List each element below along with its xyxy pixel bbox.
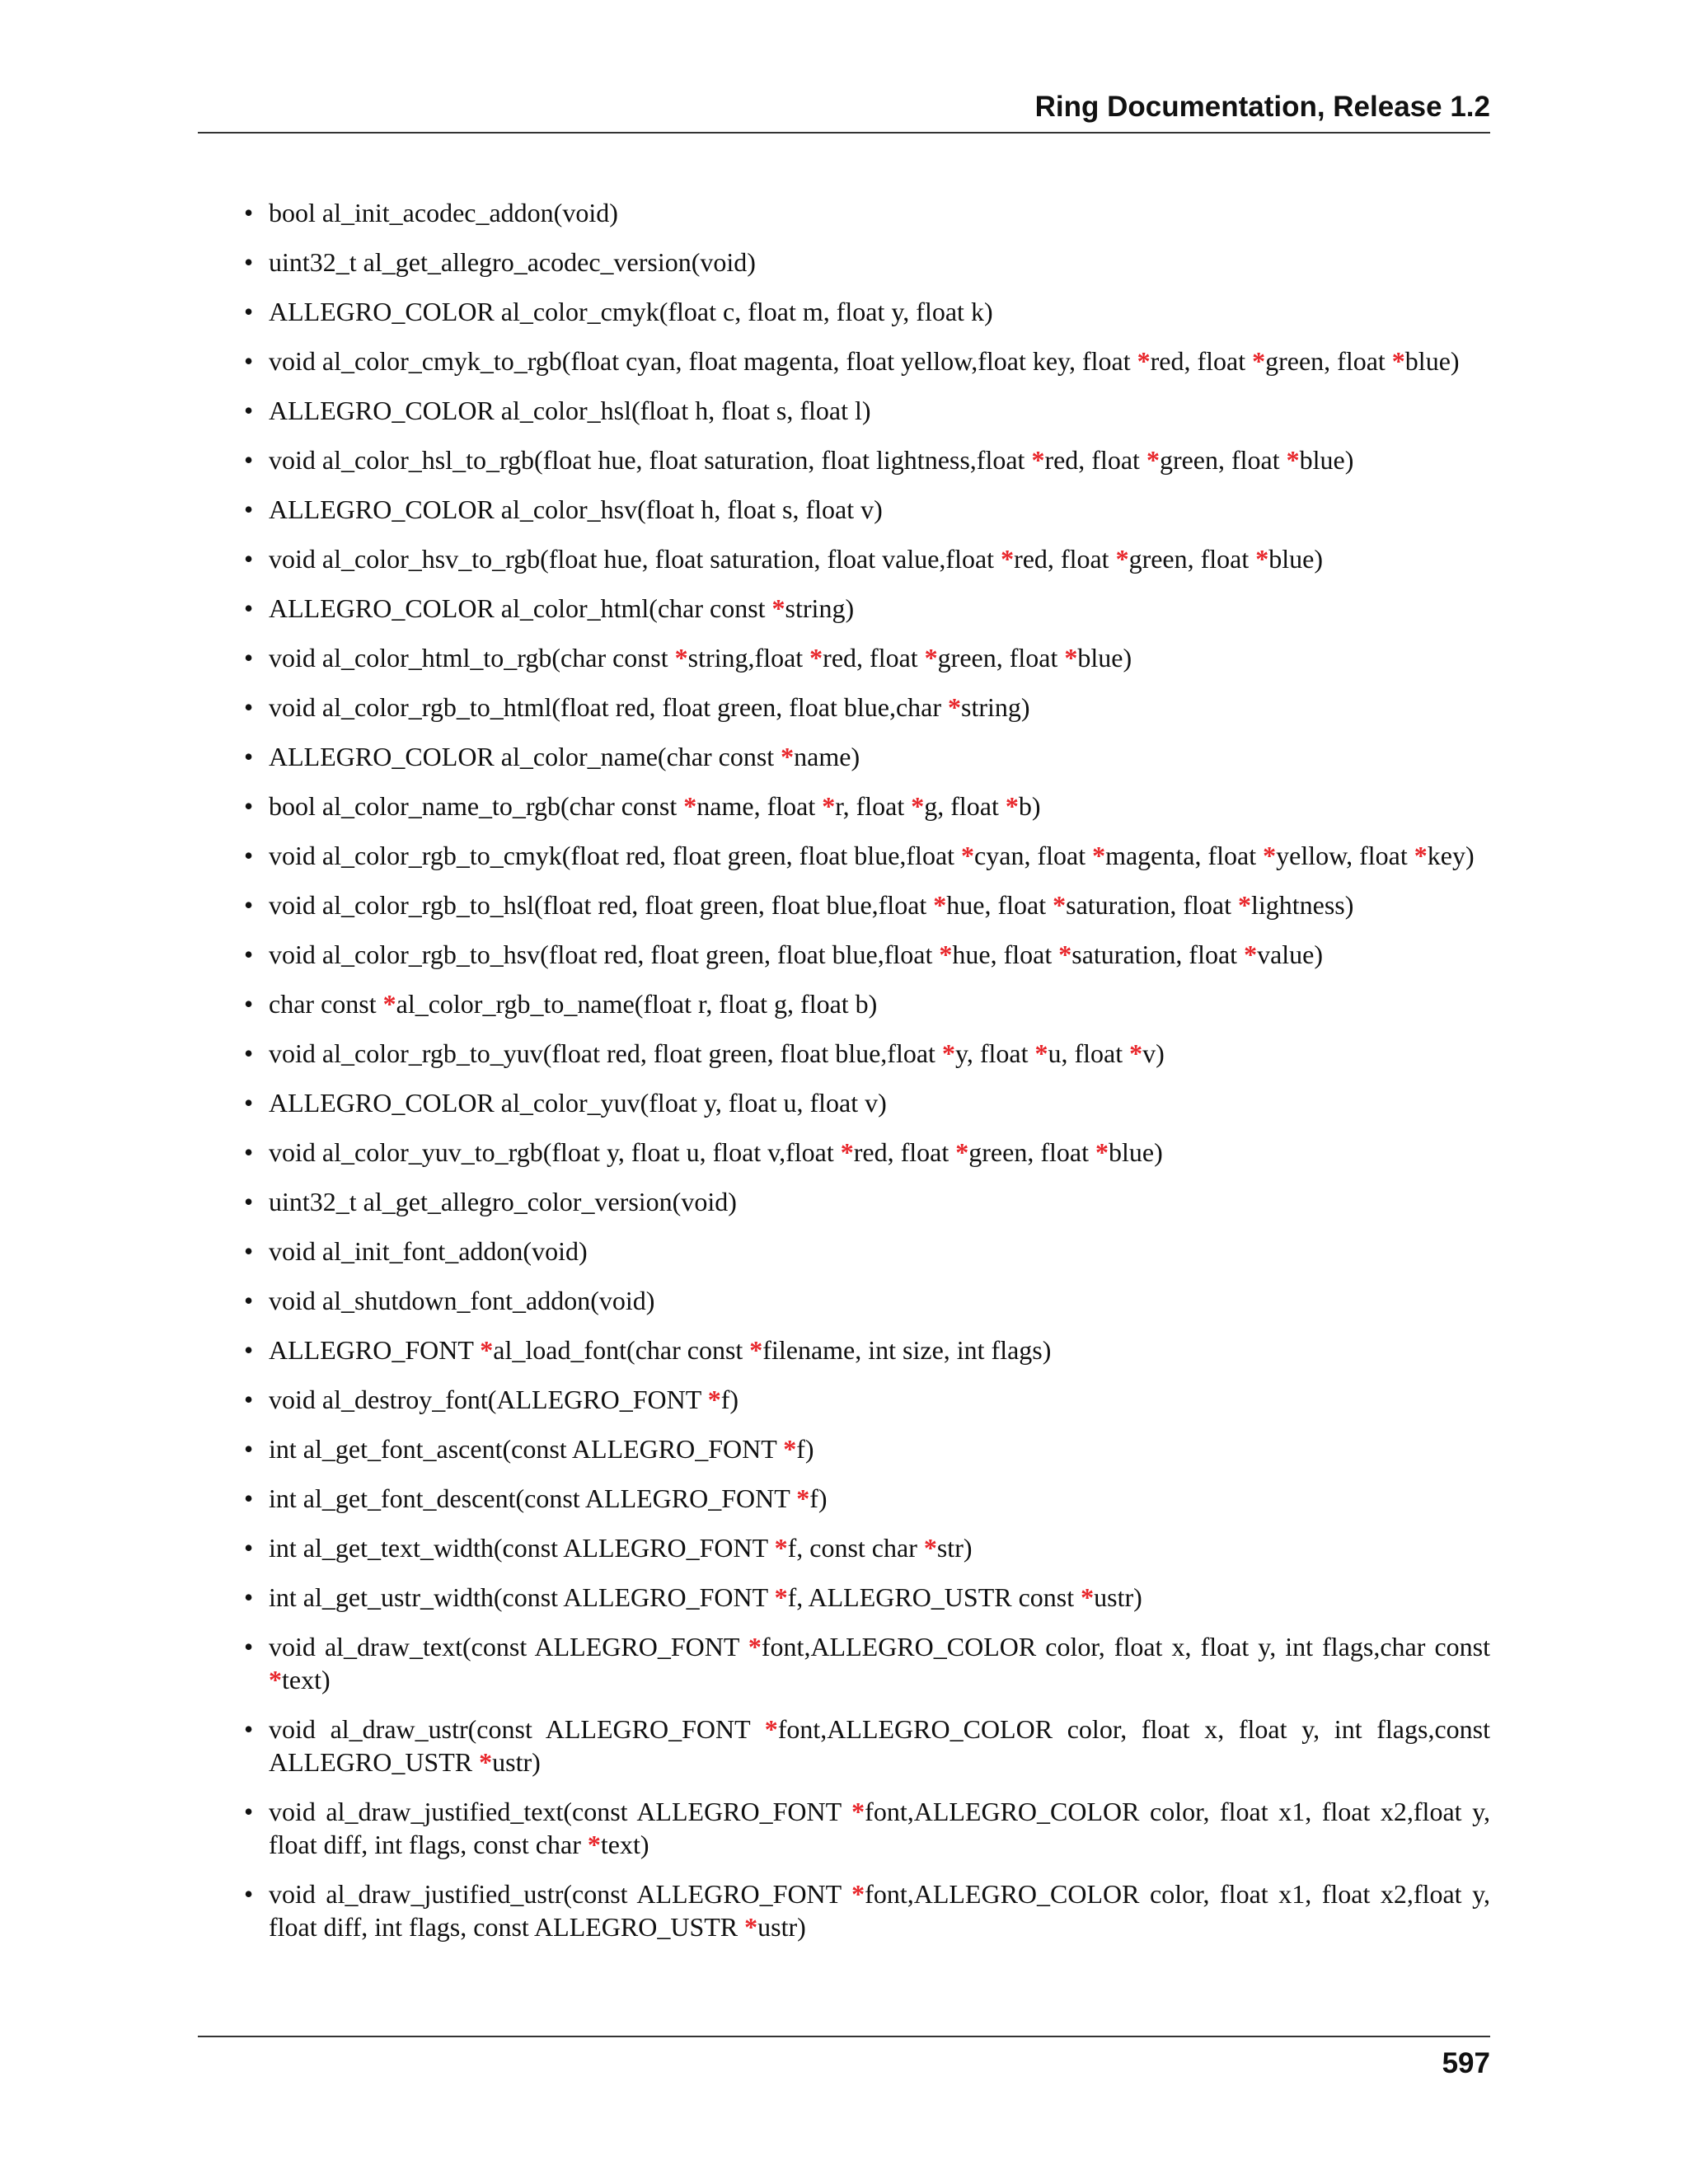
pointer-asterisk: * xyxy=(749,1335,763,1365)
list-item xyxy=(239,443,1490,476)
pointer-asterisk: * xyxy=(924,643,938,673)
list-item xyxy=(239,196,1490,229)
function-signature: int al_get_ustr_width(const ALLEGRO_FONT *f, ALLEGRO_USTR const *ustr) xyxy=(269,1582,1142,1612)
bullet-icon: • xyxy=(244,1385,254,1414)
list-item xyxy=(239,1037,1490,1070)
function-signature: void al_color_hsl_to_rgb(float hue, float saturation, float lightness,float *red, float *green, float *blue) xyxy=(269,445,1354,475)
pointer-asterisk: * xyxy=(783,1434,797,1464)
pointer-asterisk: * xyxy=(1001,544,1015,574)
bullet-icon: • xyxy=(244,247,254,277)
function-signature: ALLEGRO_FONT *al_load_font(char const *filename, int size, int flags) xyxy=(269,1335,1052,1365)
pointer-asterisk: * xyxy=(1286,445,1300,475)
pointer-asterisk: * xyxy=(269,1665,282,1694)
function-signature: ALLEGRO_COLOR al_color_name(char const *name) xyxy=(269,742,860,771)
pointer-asterisk: * xyxy=(1244,940,1258,969)
list-item xyxy=(239,542,1490,575)
list-item xyxy=(239,344,1490,377)
bullet-icon: • xyxy=(244,1088,254,1118)
bullet-icon: • xyxy=(244,643,254,673)
pointer-asterisk: * xyxy=(796,1483,810,1513)
function-signature: void al_shutdown_font_addon(void) xyxy=(269,1286,655,1315)
bullet-icon: • xyxy=(244,1286,254,1315)
function-signature: void al_destroy_font(ALLEGRO_FONT *f) xyxy=(269,1385,738,1414)
list-item xyxy=(239,1482,1490,1515)
pointer-asterisk: * xyxy=(1391,346,1405,376)
function-signature: ALLEGRO_COLOR al_color_yuv(float y, float u, float v) xyxy=(269,1088,887,1118)
pointer-asterisk: * xyxy=(1146,445,1160,475)
list-item xyxy=(239,1630,1490,1696)
pointer-asterisk: * xyxy=(939,940,953,969)
function-signature: void al_color_rgb_to_html(float red, float green, float blue,char *string) xyxy=(269,692,1030,722)
function-signature: uint32_t al_get_allegro_acodec_version(void) xyxy=(269,247,756,277)
pointer-asterisk: * xyxy=(948,692,962,722)
list-item xyxy=(239,1185,1490,1218)
pointer-asterisk: * xyxy=(822,791,836,821)
function-signature: void al_color_cmyk_to_rgb(float cyan, float magenta, float yellow,float key, float *red, float *green, float *blue) xyxy=(269,346,1460,376)
list-item xyxy=(239,1383,1490,1416)
pointer-asterisk: * xyxy=(961,841,975,870)
page-number: 597 xyxy=(1442,2047,1490,2079)
function-signature: int al_get_text_width(const ALLEGRO_FONT *f, const char *str) xyxy=(269,1533,973,1563)
pointer-asterisk: * xyxy=(1095,1137,1109,1167)
list-item xyxy=(239,790,1490,823)
function-signature: void al_draw_justified_text(const ALLEGRO_FONT *font,ALLEGRO_COLOR color, float x1, float x2,float y, float diff, int flags, const char *text) xyxy=(269,1797,1490,1859)
pointer-asterisk: * xyxy=(771,593,785,623)
pointer-asterisk: * xyxy=(1137,346,1151,376)
pointer-asterisk: * xyxy=(851,1797,865,1826)
pointer-asterisk: * xyxy=(480,1335,494,1365)
bullet-icon: • xyxy=(244,494,254,524)
list-item xyxy=(239,1086,1490,1119)
function-signature: ALLEGRO_COLOR al_color_hsv(float h, float s, float v) xyxy=(269,494,883,524)
bullet-icon: • xyxy=(244,1038,254,1068)
pointer-asterisk: * xyxy=(774,1582,788,1612)
list-item xyxy=(239,1877,1490,1943)
pointer-asterisk: * xyxy=(1053,890,1067,920)
list-item xyxy=(239,740,1490,773)
bullet-icon: • xyxy=(244,1434,254,1464)
bullet-icon: • xyxy=(244,346,254,376)
bullet-icon: • xyxy=(244,544,254,574)
bullet-icon: • xyxy=(244,1187,254,1216)
pointer-asterisk: * xyxy=(764,1714,778,1744)
list-item xyxy=(239,394,1490,427)
pointer-asterisk: * xyxy=(1115,544,1129,574)
pointer-asterisk: * xyxy=(923,1533,937,1563)
pointer-asterisk: * xyxy=(1252,346,1266,376)
function-signature: ALLEGRO_COLOR al_color_cmyk(float c, float m, float y, float k) xyxy=(269,297,993,326)
pointer-asterisk: * xyxy=(382,989,396,1019)
list-item xyxy=(239,1531,1490,1564)
pointer-asterisk: * xyxy=(941,1038,955,1068)
pointer-asterisk: * xyxy=(1034,1038,1048,1068)
bullet-icon: • xyxy=(244,791,254,821)
bullet-icon: • xyxy=(244,1483,254,1513)
function-list xyxy=(239,196,1490,1943)
pointer-asterisk: * xyxy=(707,1385,721,1414)
bullet-icon: • xyxy=(244,1632,254,1661)
function-signature: void al_color_hsv_to_rgb(float hue, float saturation, float value,float *red, float *green, float *blue) xyxy=(269,544,1324,574)
pointer-asterisk: * xyxy=(1237,890,1251,920)
pointer-asterisk: * xyxy=(587,1830,601,1859)
bullet-icon: • xyxy=(244,1236,254,1266)
bullet-icon: • xyxy=(244,1714,254,1744)
list-item xyxy=(239,295,1490,328)
function-signature: void al_color_rgb_to_hsv(float red, float green, float blue,float *hue, float *saturation, float *value) xyxy=(269,940,1324,969)
pointer-asterisk: * xyxy=(774,1533,788,1563)
function-signature: char const *al_color_rgb_to_name(float r, float g, float b) xyxy=(269,989,878,1019)
list-item xyxy=(239,1795,1490,1861)
pointer-asterisk: * xyxy=(1263,841,1277,870)
function-signature: void al_init_font_addon(void) xyxy=(269,1236,588,1266)
bullet-icon: • xyxy=(244,742,254,771)
list-item xyxy=(239,1136,1490,1169)
pointer-asterisk: * xyxy=(674,643,688,673)
list-item xyxy=(239,641,1490,674)
list-item xyxy=(239,1432,1490,1465)
list-item xyxy=(239,839,1490,872)
function-signature: ALLEGRO_COLOR al_color_html(char const *string) xyxy=(269,593,855,623)
pointer-asterisk: * xyxy=(1129,1038,1143,1068)
list-item xyxy=(239,1333,1490,1366)
bullet-icon: • xyxy=(244,593,254,623)
bullet-icon: • xyxy=(244,396,254,425)
bullet-icon: • xyxy=(244,1582,254,1612)
pointer-asterisk: * xyxy=(840,1137,854,1167)
list-item xyxy=(239,987,1490,1020)
page-content xyxy=(239,196,1490,1960)
pointer-asterisk: * xyxy=(933,890,947,920)
list-item xyxy=(239,493,1490,526)
pointer-asterisk: * xyxy=(911,791,925,821)
function-signature: void al_draw_text(const ALLEGRO_FONT *font,ALLEGRO_COLOR color, float x, float y, int flags,char const *text) xyxy=(269,1632,1491,1694)
function-signature: bool al_color_name_to_rgb(char const *name, float *r, float *g, float *b) xyxy=(269,791,1041,821)
page-header xyxy=(198,89,1490,134)
function-signature: void al_draw_ustr(const ALLEGRO_FONT *font,ALLEGRO_COLOR color, float x, float y, int flags,const ALLEGRO_USTR *ustr) xyxy=(269,1714,1491,1777)
pointer-asterisk: * xyxy=(1058,940,1072,969)
bullet-icon: • xyxy=(244,198,254,227)
list-item xyxy=(239,246,1490,279)
function-signature: void al_draw_justified_ustr(const ALLEGRO_FONT *font,ALLEGRO_COLOR color, float x1, float x2,float y, float diff, int flags, const ALLEGRO_USTR *ustr) xyxy=(269,1879,1491,1942)
bullet-icon: • xyxy=(244,890,254,920)
function-signature: void al_color_rgb_to_yuv(float red, float green, float blue,float *y, float *u, float *v) xyxy=(269,1038,1165,1068)
bullet-icon: • xyxy=(244,1335,254,1365)
function-signature: void al_color_html_to_rgb(char const *string,float *red, float *green, float *blue) xyxy=(269,643,1132,673)
list-item xyxy=(239,592,1490,625)
list-item xyxy=(239,691,1490,724)
list-item xyxy=(239,1713,1490,1779)
list-item xyxy=(239,938,1490,971)
bullet-icon: • xyxy=(244,692,254,722)
bullet-icon: • xyxy=(244,1879,254,1909)
pointer-asterisk: * xyxy=(744,1912,758,1942)
pointer-asterisk: * xyxy=(1414,841,1428,870)
bullet-icon: • xyxy=(244,445,254,475)
pointer-asterisk: * xyxy=(781,742,795,771)
bullet-icon: • xyxy=(244,297,254,326)
pointer-asterisk: * xyxy=(1031,445,1045,475)
list-item xyxy=(239,1581,1490,1614)
pointer-asterisk: * xyxy=(1005,791,1019,821)
bullet-icon: • xyxy=(244,1797,254,1826)
bullet-icon: • xyxy=(244,1137,254,1167)
pointer-asterisk: * xyxy=(1092,841,1106,870)
bullet-icon: • xyxy=(244,841,254,870)
pointer-asterisk: * xyxy=(1081,1582,1095,1612)
function-signature: bool al_init_acodec_addon(void) xyxy=(269,198,618,227)
pointer-asterisk: * xyxy=(683,791,697,821)
list-item xyxy=(239,1284,1490,1317)
bullet-icon: • xyxy=(244,989,254,1019)
bullet-icon: • xyxy=(244,940,254,969)
list-item xyxy=(239,1235,1490,1268)
bullet-icon: • xyxy=(244,1533,254,1563)
pointer-asterisk: * xyxy=(1064,643,1078,673)
function-signature: uint32_t al_get_allegro_color_version(void) xyxy=(269,1187,737,1216)
page-footer xyxy=(198,2036,1490,2079)
function-signature: void al_color_rgb_to_cmyk(float red, float green, float blue,float *cyan, float *magenta, float *yellow, float *key) xyxy=(269,841,1475,870)
pointer-asterisk: * xyxy=(955,1137,969,1167)
function-signature: void al_color_yuv_to_rgb(float y, float u, float v,float *red, float *green, float *blue) xyxy=(269,1137,1163,1167)
pointer-asterisk: * xyxy=(809,643,823,673)
pointer-asterisk: * xyxy=(851,1879,865,1909)
document-title: Ring Documentation, Release 1.2 xyxy=(1034,91,1490,123)
function-signature: ALLEGRO_COLOR al_color_hsl(float h, float s, float l) xyxy=(269,396,871,425)
function-signature: void al_color_rgb_to_hsl(float red, float green, float blue,float *hue, float *saturation, float *lightness) xyxy=(269,890,1354,920)
function-signature: int al_get_font_descent(const ALLEGRO_FONT *f) xyxy=(269,1483,828,1513)
function-signature: int al_get_font_ascent(const ALLEGRO_FONT *f) xyxy=(269,1434,814,1464)
list-item xyxy=(239,888,1490,921)
pointer-asterisk: * xyxy=(479,1747,493,1777)
pointer-asterisk: * xyxy=(1255,544,1269,574)
pointer-asterisk: * xyxy=(748,1632,762,1661)
